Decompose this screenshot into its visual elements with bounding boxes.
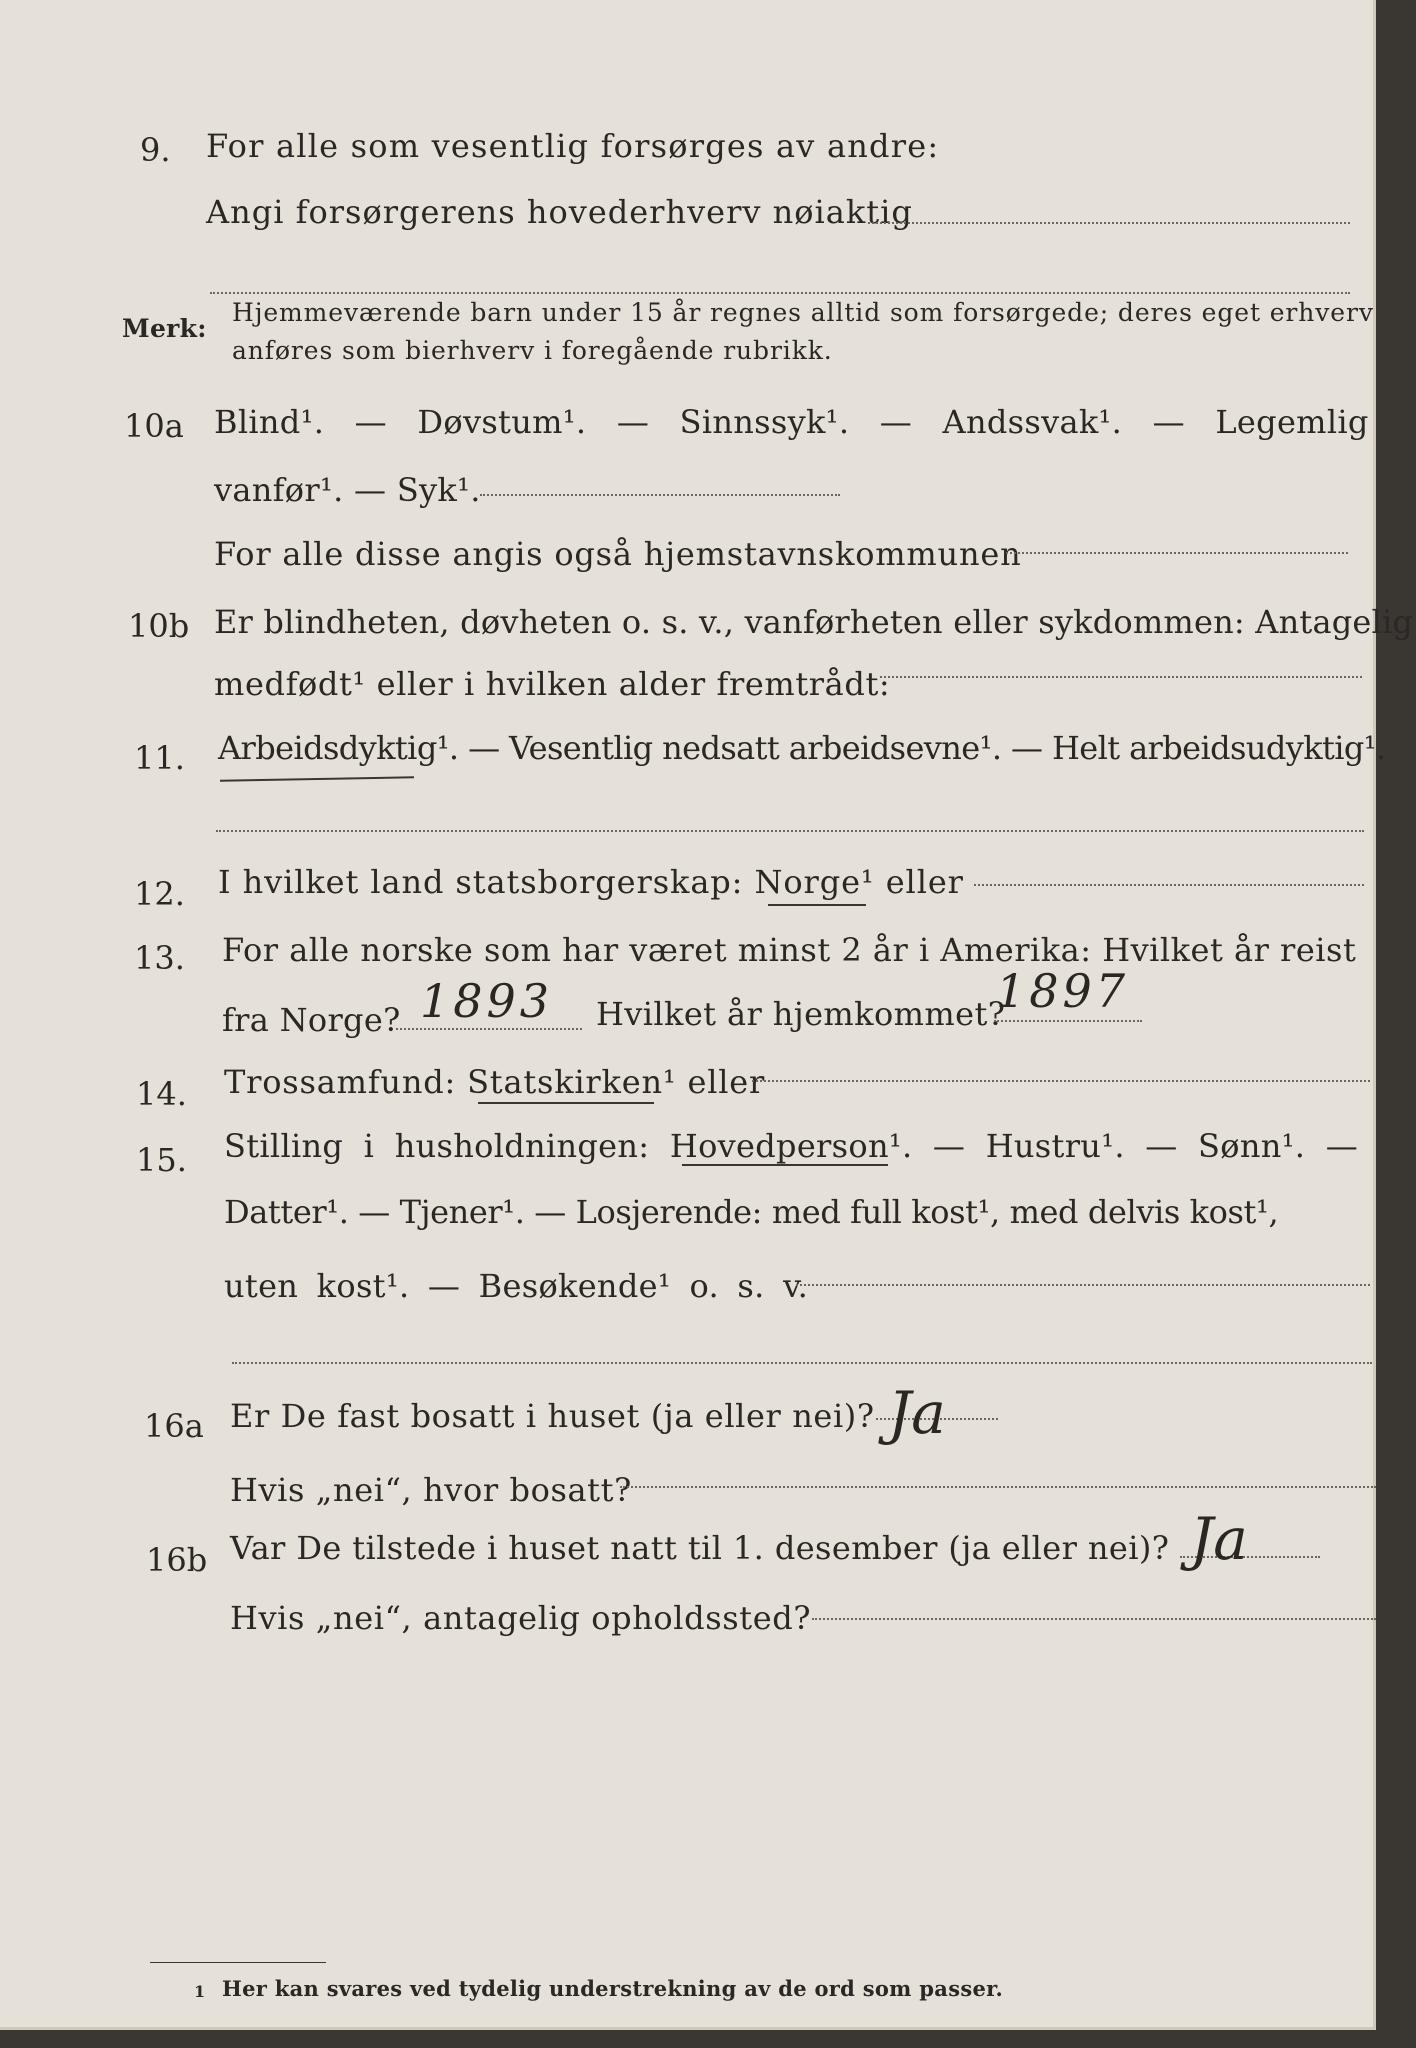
q10a-number: 10a [124,407,184,445]
merk-label: Merk: [122,314,207,343]
q12-number: 12. [134,875,185,913]
q15-line3: uten kost¹. — Besøkende¹ o. s. v. [224,1267,809,1305]
q9-line2: Angi forsørgerens hovederhverv nøiaktig [206,193,913,231]
q10a-line2: vanfør¹. — Syk¹. [214,471,481,509]
q10a-kommune-line[interactable] [1006,552,1348,554]
q10b-line2: medfødt¹ eller i hvilken alder fremtrådt: [214,665,891,703]
merk-line1: Hjemmeværende barn under 15 år regnes alltid som forsørgede; deres eget erhverv [232,298,1374,327]
q12-underline-norge [768,904,866,906]
merk-line2: anføres som bierhverv i foregående rubrikk. [232,336,833,365]
q11-number: 11. [134,739,185,777]
q15-underline-hovedperson [682,1164,888,1166]
q10a-line1: Blind¹. — Døvstum¹. — Sinnssyk¹. — Andssvak¹. — Legemlig [214,403,1369,441]
q14-underline-statskirken [478,1102,654,1104]
q9-number: 9. [140,131,171,169]
q9-answer-line-1[interactable] [868,222,1350,224]
q15-answer-line-2[interactable] [232,1362,1372,1364]
footnote-text: Her kan svares ved tydelig understrekning av de ord som passer. [222,1976,1004,2001]
q16a-line1: Er De fast bosatt i huset (ja eller nei)? [230,1397,875,1435]
q16b-answer: Ja [1190,1505,1248,1573]
q10b-answer-line[interactable] [880,676,1362,678]
q14-number: 14. [136,1075,187,1113]
q13-year-hjem-line[interactable] [994,1020,1142,1022]
q14-answer-line[interactable] [752,1080,1370,1082]
q11-answer-line[interactable] [216,830,1364,832]
q13-line2b: Hvilket år hjemkommet? [596,995,1006,1033]
q15-line1: Stilling i husholdningen: Hovedperson¹. — Hustru¹. — Sønn¹. — [224,1127,1359,1165]
q16b-line2: Hvis „nei“, antagelig opholdssted? [230,1599,812,1637]
q10a-answer-line[interactable] [480,494,840,496]
q13-answer-year-reist: 1893 [420,974,554,1028]
q9-answer-line-2[interactable] [210,292,1350,294]
q15-number: 15. [136,1141,187,1179]
q10b-number: 10b [128,607,190,645]
q16b-opholdssted-line[interactable] [812,1618,1376,1620]
q13-year-reist-line[interactable] [396,1028,582,1030]
q16b-line1: Var De tilstede i huset natt til 1. desember (ja eller nei)? [230,1529,1170,1567]
q13-answer-year-hjem: 1897 [996,964,1130,1018]
footnote-mark: 1 [194,1982,206,2001]
q16a-answer: Ja [888,1379,946,1447]
q11-text: Arbeidsdyktig¹. — Vesentlig nedsatt arbeidsevne¹. — Helt arbeidsudyktig¹. [218,729,1386,767]
q12-answer-line[interactable] [974,884,1364,886]
footnote-rule [150,1962,326,1963]
q15-line2: Datter¹. — Tjener¹. — Losjerende: med full kost¹, med delvis kost¹, [224,1193,1279,1231]
q9-line1: For alle som vesentlig forsørges av andre: [206,127,940,165]
q15-answer-line-1[interactable] [796,1284,1370,1286]
q14-text: Trossamfund: Statskirken¹ eller [224,1063,766,1101]
q10b-line1: Er blindheten, døvheten o. s. v., vanførheten eller sykdommen: Antagelig [214,603,1414,641]
q16a-bosatt-line[interactable] [620,1486,1376,1488]
q13-line1: For alle norske som har været minst 2 år i Amerika: Hvilket år reist [222,931,1357,969]
q10a-line3: For alle disse angis også hjemstavnskommunen [214,535,1022,573]
q16a-line2: Hvis „nei“, hvor bosatt? [230,1471,632,1509]
q13-number: 13. [134,939,185,977]
q16b-number: 16b [146,1541,208,1579]
q12-text: I hvilket land statsborgerskap: Norge¹ eller [218,863,964,901]
q13-line2a: fra Norge? [222,1001,401,1039]
q16a-number: 16a [144,1407,204,1445]
q11-underline-arbeidsdyktig [220,776,414,781]
